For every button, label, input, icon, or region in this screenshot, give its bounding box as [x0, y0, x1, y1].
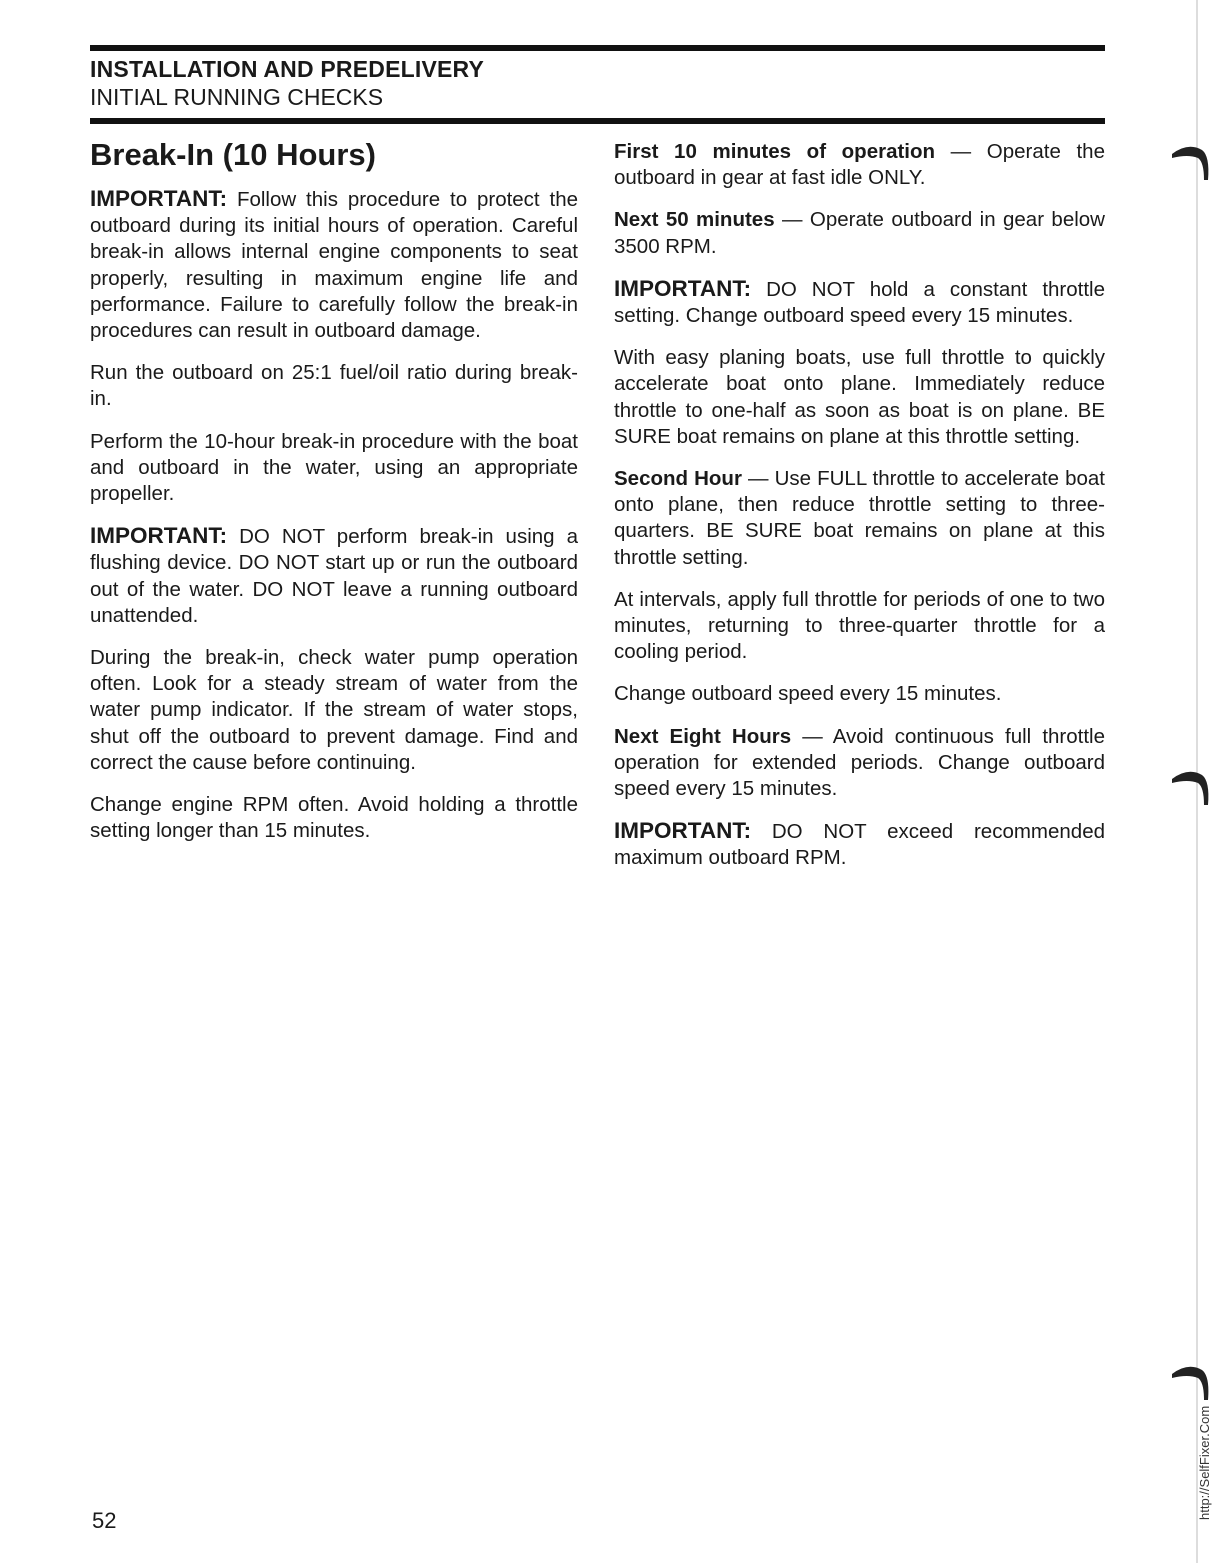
paragraph-text: Follow this procedure to protect the outboard during its initial hours of operation. Careful break-in allows internal engine components to seat properly, resulting in maximum engine life and performance. Failure to carefully follow the break-in procedures can result in outboard damage. [90, 188, 578, 343]
step-label: Next Eight Hours [614, 724, 792, 748]
paragraph-important-flushing [90, 523, 578, 629]
page-title: Break-In (10 Hours) [90, 137, 376, 172]
important-label: IMPORTANT: [90, 523, 228, 549]
step-label: Next 50 minutes [614, 208, 775, 232]
step-label: First 10 minutes of operation [614, 140, 936, 163]
binder-tab-mark-icon [1170, 1360, 1212, 1406]
right-column [614, 139, 1105, 888]
binder-tab-mark-icon [1170, 140, 1212, 186]
binder-tab-mark-icon [1170, 765, 1212, 811]
paragraph-important-throttle [614, 276, 1105, 329]
important-label: IMPORTANT: [614, 818, 752, 844]
watermark: http://SelfFixer.Com [1197, 1405, 1212, 1520]
paragraph-text: — Operate outboard in gear below 3500 RPM. [614, 208, 1105, 258]
page-number: 52 [92, 1508, 117, 1533]
paragraph-easy-planing: With easy planing boats, use full throttle to quickly accelerate boat onto plane. Immediately reduce throttle to one-half as soon as boat is on plane. BE SURE boat remains on plane at this throttle setting. [614, 346, 1105, 448]
paragraph-important-max-rpm [614, 818, 1105, 871]
paragraph-text: — Operate the outboard in gear at fast idle ONLY. [614, 140, 1105, 190]
paragraph-next-eight-hours [614, 724, 1105, 803]
important-label: IMPORTANT: [614, 275, 752, 301]
paragraph-intervals: At intervals, apply full throttle for periods of one to two minutes, returning to three-quarter throttle for a cooling period. [614, 587, 1105, 664]
paragraph-change-speed: Change outboard speed every 15 minutes. [614, 682, 1002, 706]
paragraph-next-50-minutes [614, 207, 1105, 259]
paragraph-important-intro [90, 186, 578, 344]
paragraph-water-pump: During the break-in, check water pump operation often. Look for a steady stream of water from the water pump indicator. If the stream of water stops, shut off the outboard to prevent damage. Find and correct the cause before continuing. [90, 646, 578, 774]
header-bottom-rule [90, 118, 1105, 124]
important-label: IMPORTANT: [90, 186, 228, 211]
page-header [90, 56, 1105, 111]
header-top-rule [90, 45, 1105, 51]
section-title: INSTALLATION AND PREDELIVERY [90, 56, 485, 82]
paragraph-text: — Avoid continuous full throttle operation for extended periods. Change outboard speed every 15 minutes. [614, 724, 1105, 801]
subsection-title: INITIAL RUNNING CHECKS [90, 84, 384, 110]
paragraph-second-hour [614, 466, 1105, 571]
paragraph-text: DO NOT exceed recommended maximum outboard RPM. [614, 820, 1105, 870]
paragraph-fuel-ratio: Run the outboard on 25:1 fuel/oil ratio during break-in. [90, 361, 578, 411]
paragraph-text: DO NOT perform break-in using a flushing device. DO NOT start up or run the outboard out of the water. DO NOT leave a running outboard unattended. [90, 525, 578, 627]
step-label: Second Hour [614, 467, 742, 491]
paragraph-text: DO NOT hold a constant throttle setting. Change outboard speed every 15 minutes. [614, 277, 1105, 328]
paragraph-text: — Use FULL throttle to accelerate boat onto plane, then reduce throttle setting to three-quarters. BE SURE boat remains on plane at this throttle setting. [614, 467, 1105, 569]
paragraph-first-10-minutes [614, 139, 1105, 191]
paragraph-engine-rpm: Change engine RPM often. Avoid holding a throttle setting longer than 15 minutes. [90, 793, 578, 843]
paragraph-procedure: Perform the 10-hour break-in procedure with the boat and outboard in the water, using an appropriate propeller. [90, 429, 578, 506]
left-column [90, 136, 578, 860]
